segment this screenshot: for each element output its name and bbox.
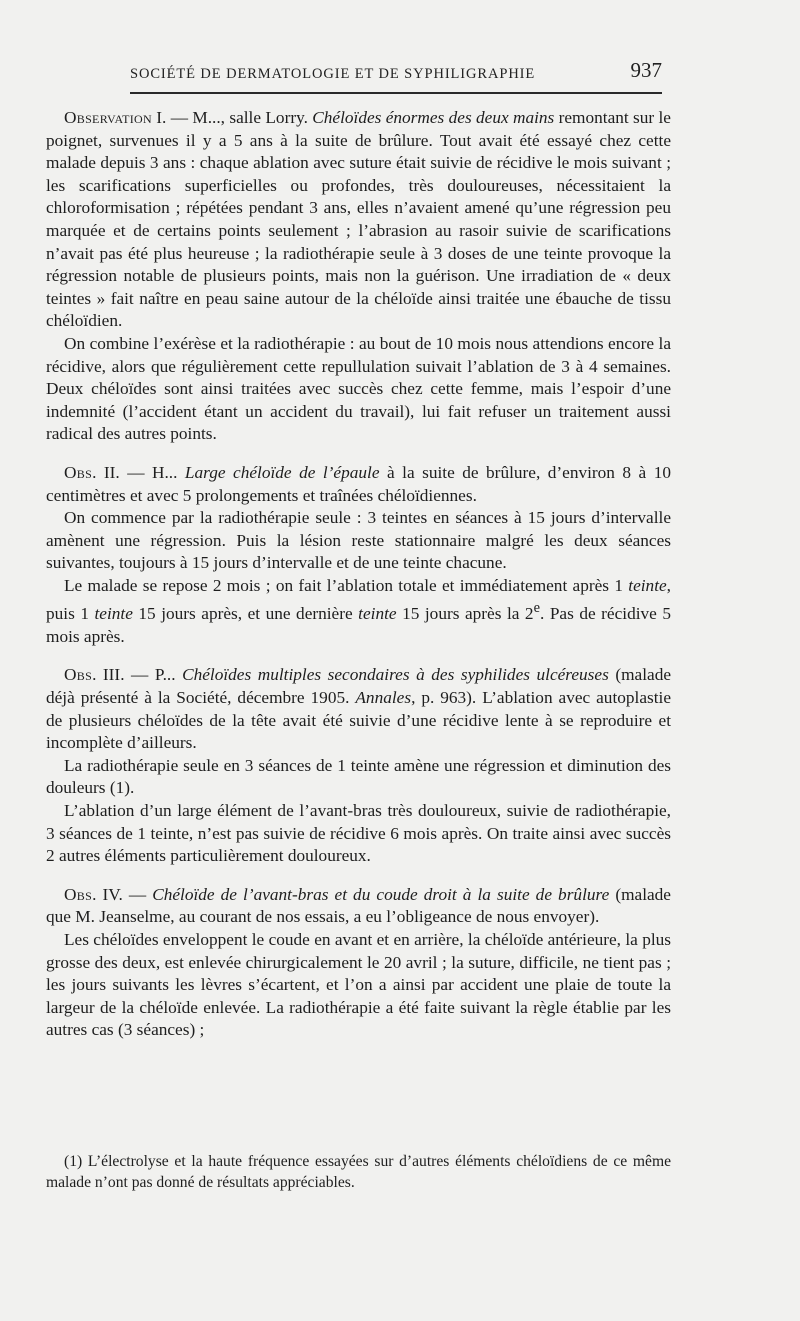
- text-run: , puis 1: [46, 575, 671, 624]
- obs-number: . IV. —: [92, 884, 153, 904]
- paragraph: L’ablation d’un large élément de l’avant-bras très douloureux, suivie de radiothérapie, 3 séances de 1 teinte, n’est pas suivie de récidive 6 mois après. On traite ainsi avec succès 2 autres éléments particulièrement douloureux.: [46, 800, 671, 866]
- footnote: [46, 1151, 671, 1193]
- observation-4: [46, 884, 671, 929]
- header-rule: [130, 92, 662, 94]
- paragraph-text: (malade déjà présenté à la Société, décembre 1905.: [46, 665, 672, 708]
- paragraph: La radiothérapie seule en 3 séances de 1 teinte amène une régression et diminution des douleurs (1).: [46, 755, 671, 798]
- paragraph-text: à la suite de brûlure, d’environ 8 à 10 centimètres et avec 5 prolongements et traînées chéloïdiennes.: [46, 462, 672, 505]
- observation-3: [46, 664, 671, 754]
- text-run: Le malade se repose 2 mois ; on fait l’ablation totale et immédiatement après 1: [64, 575, 629, 595]
- italic-run: teinte: [358, 604, 397, 624]
- obs-number: . II. — H...: [92, 462, 185, 482]
- paragraph: On commence par la radiothérapie seule : 3 teintes en séances à 15 jours d’intervalle amènent une régression. Puis la lésion reste stationnaire malgré les deux séances suivantes, toujours à 15 jours d’intervalle et de une teinte chacune.: [46, 508, 671, 573]
- journal-name: Annales: [355, 688, 412, 708]
- text-run: . Pas de récidive 5 mois après.: [46, 604, 671, 646]
- obs-number: . III. — P...: [92, 665, 183, 685]
- obs-label: Observation: [64, 108, 152, 127]
- body-text: [46, 107, 671, 1042]
- text-run: 15 jours après, et une dernière: [132, 604, 359, 624]
- obs-title: Chéloïdes énormes des deux mains: [312, 108, 555, 127]
- obs-label: Obs: [64, 462, 93, 482]
- running-header: [130, 55, 662, 83]
- footnote-text: (1) L’électrolyse et la haute fréquence essayées sur d’autres éléments chéloïdiens de ce même malade n’ont pas donné de résultats appréciables.: [46, 1153, 671, 1191]
- paragraph: [46, 575, 671, 649]
- paragraph-text: remontant sur le poignet, survenues il y a 5 ans à la suite de brûlure. Tout avait été essayé chez cette malade depuis 3 ans : chaque ablation avec suture était suivie de récidive le mois suivant ; les scarifications superficielles ou profondes, très douloureuses, nécessitaient la chloroformisation ; répétées pendant 3 ans, elles n’avaient amené qu’une régression peu marquée et de certains points seulement ; l’abrasion au rasoir suivie de scarifications n’avait pas été plus heureuse ; la radiothérapie seule à 3 doses de une teinte provoque la régression notable de plusieurs points, mais non la guérison. Une irradiation de « deux teintes » fait naître en peau saine autour de la chéloïde ainsi traitée une ébauche de tissu chéloïdien.: [46, 108, 671, 331]
- text-run: 15 jours après la 2: [396, 604, 534, 624]
- observation-1: [46, 107, 671, 333]
- page-number: 937: [630, 58, 662, 82]
- paragraph-text: (malade que M. Jeanselme, au courant de nos essais, a eu l’obligeance de nous envoyer).: [46, 884, 671, 927]
- observation-2: [46, 462, 671, 507]
- obs-number: I. — M..., salle Lorry.: [151, 108, 313, 127]
- obs-label: Obs: [64, 665, 93, 685]
- obs-label: Obs: [64, 884, 93, 904]
- running-title: SOCIÉTÉ DE DERMATOLOGIE ET DE SYPHILIGRAPHIE: [130, 66, 536, 82]
- paragraph: Les chéloïdes enveloppent le coude en avant et en arrière, la chéloïde antérieure, la plus grosse des deux, est enlevée chirurgicalement le 20 avril ; la suture, difficile, ne tient pas ; les jours suivants les lèvres s’écartent, et l’on a ainsi par accident une plaie de toute la largeur de la chéloïde enlevée. La radiothérapie a été faite suivant la règle établie par les autres cas (3 séances) ;: [46, 929, 671, 1040]
- italic-run: teinte: [628, 575, 667, 595]
- obs-title: Large chéloïde de l’épaule: [184, 462, 380, 482]
- obs-title: Chéloïdes multiples secondaires à des syphilides ulcéreuses: [182, 665, 609, 685]
- paragraph-text: , p. 963). L’ablation avec autoplastie de plusieurs chéloïdes de la tête avait été suivie d’une récidive lente à se reproduire et incomplète d’ailleurs.: [46, 688, 671, 753]
- paragraph: On combine l’exérèse et la radiothérapie : au bout de 10 mois nous attendions encore la récidive, alors que régulièrement cette repullulation suivait l’ablation de 3 à 4 semaines. Deux chéloïdes sont ainsi traitées avec succès chez cette femme, mais l’espoir d’une indemnité (l’accident étant un accident du travail), lui fait refuser un traitement aussi radical des autres points.: [46, 333, 671, 444]
- obs-title: Chéloïde de l’avant-bras et du coude droit à la suite de brûlure: [152, 884, 610, 904]
- italic-run: teinte: [94, 604, 133, 624]
- superscript: e: [533, 600, 540, 617]
